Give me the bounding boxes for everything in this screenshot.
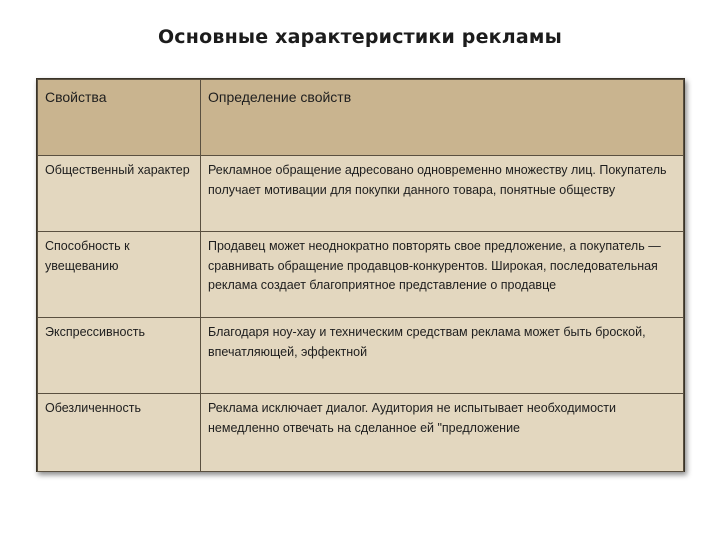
definition-cell: Рекламное обращение адресовано одновременно множеству лиц. Покупатель получает мотивации для покупки данного товара, понятные обществу [201,156,684,232]
table-row [38,156,684,232]
definition-cell: Благодаря ноу-хау и техническим средствам реклама может быть броской, впечатляющей, эффектной [201,318,684,394]
property-cell: Обезличенность [38,394,201,472]
properties-table-container [36,78,685,472]
definition-cell: Реклама исключает диалог. Аудитория не испытывает необходимости немедленно отвечать на сделанное ей "предложение [201,394,684,472]
property-cell: Общественный характер [38,156,201,232]
table-header-row [38,80,684,156]
header-cell-definitions: Определение свойств [201,80,684,156]
table-row [38,394,684,472]
header-cell-properties: Свойства [38,80,201,156]
table-row [38,232,684,318]
property-cell: Способность к увещеванию [38,232,201,318]
slide-title: Основные характеристики рекламы [157,26,563,48]
properties-table [37,79,684,472]
property-cell: Экспрессивность [38,318,201,394]
table-row [38,318,684,394]
definition-cell: Продавец может неоднократно повторять свое предложение, а покупатель — сравнивать обращение продавцов-конкурентов. Широкая, последовательная реклама создает благоприятное представление о продавце [201,232,684,318]
